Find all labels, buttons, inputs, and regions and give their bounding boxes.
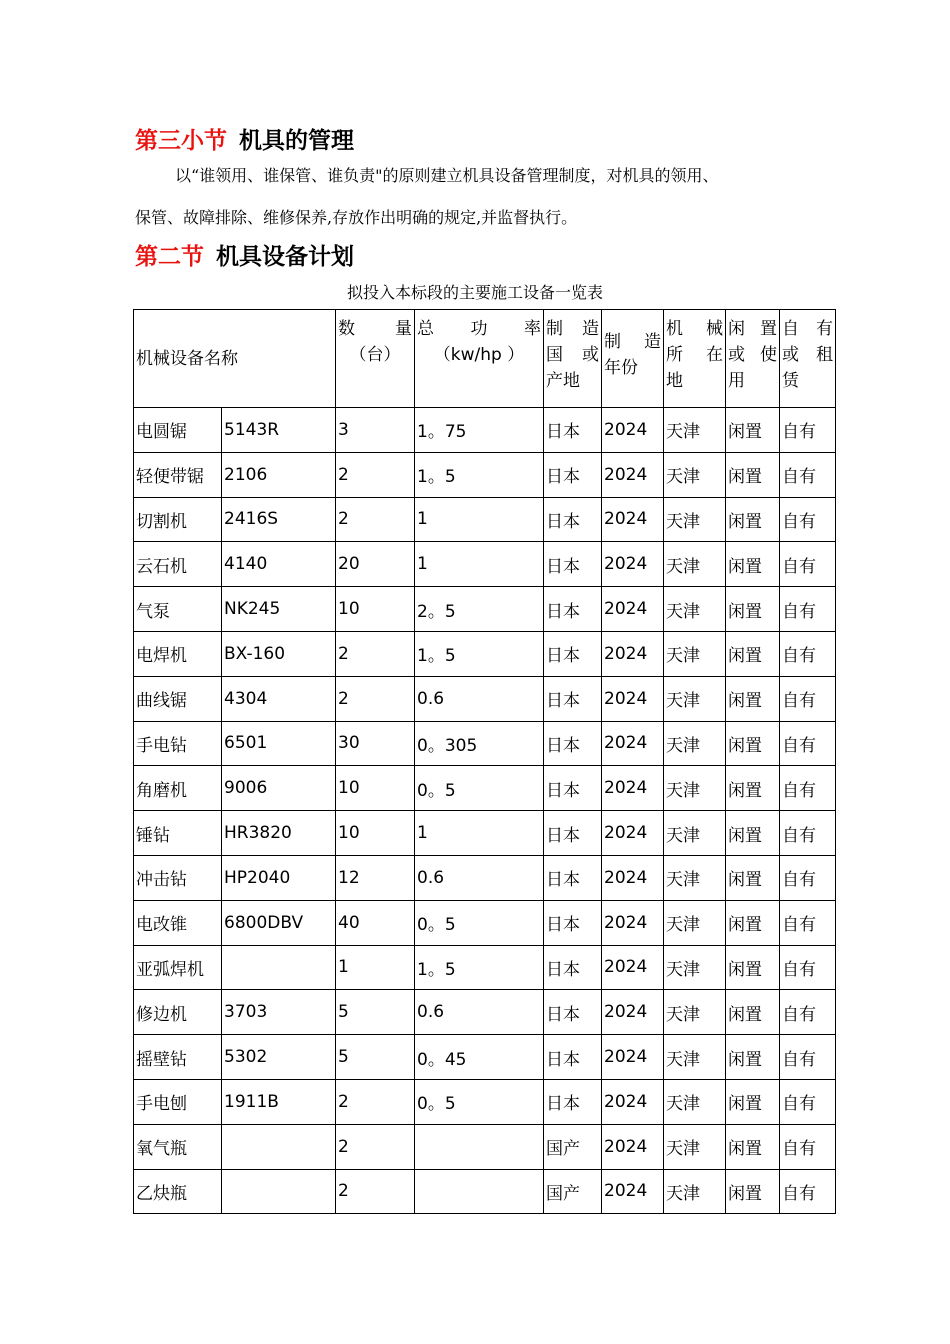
cell-origin: 日本 [544,766,602,811]
cell-power: 0。45 [415,1035,544,1080]
table-row [134,408,836,453]
cell-power: 1。5 [415,452,544,497]
cell-status: 闲置 [726,1079,780,1124]
cell-quantity: 10 [336,587,415,632]
cell-equipment-name: 轻便带锯 [134,452,222,497]
cell-ownership: 自有 [780,1169,836,1214]
header-year: 制 造 年份 [602,310,664,408]
cell-power: 0.6 [415,676,544,721]
cell-status: 闲置 [726,676,780,721]
cell-quantity: 2 [336,1124,415,1169]
cell-origin: 日本 [544,587,602,632]
cell-status: 闲置 [726,766,780,811]
table-row [134,452,836,497]
cell-ownership: 自有 [780,945,836,990]
cell-year: 2024 [602,1169,664,1214]
cell-year: 2024 [602,721,664,766]
cell-ownership: 自有 [780,542,836,587]
cell-power: 0。5 [415,900,544,945]
cell-model: 9006 [222,766,336,811]
cell-location: 天津 [664,1169,726,1214]
cell-model: 6800DBV [222,900,336,945]
paragraph-line-1: 以“谁领用、谁保管、谁负责"的原则建立机具设备管理制度，对机具的领用、 [175,166,719,185]
header-quantity: 数 量 （台） [336,310,415,408]
cell-year: 2024 [602,900,664,945]
cell-ownership: 自有 [780,587,836,632]
cell-equipment-name: 角磨机 [134,766,222,811]
cell-year: 2024 [602,587,664,632]
cell-power: 0.6 [415,855,544,900]
cell-status: 闲置 [726,542,780,587]
cell-origin: 日本 [544,497,602,542]
cell-status: 闲置 [726,1169,780,1214]
header-status: 闲 置 或 使 用 [726,310,780,408]
section-title: 机具的管理 [239,128,354,154]
cell-location: 天津 [664,990,726,1035]
table-row [134,631,836,676]
cell-model: 5302 [222,1035,336,1080]
cell-year: 2024 [602,676,664,721]
cell-origin: 日本 [544,1079,602,1124]
cell-origin: 日本 [544,945,602,990]
cell-year: 2024 [602,542,664,587]
cell-equipment-name: 曲线锯 [134,676,222,721]
cell-equipment-name: 电改锥 [134,900,222,945]
cell-status: 闲置 [726,587,780,632]
cell-power: 1 [415,497,544,542]
cell-ownership: 自有 [780,497,836,542]
header-power: 总 功 率 （kw/hp ） [415,310,544,408]
cell-status: 闲置 [726,855,780,900]
cell-year: 2024 [602,855,664,900]
cell-quantity: 5 [336,1035,415,1080]
cell-model: BX-160 [222,631,336,676]
cell-origin: 国产 [544,1124,602,1169]
table-row [134,1169,836,1214]
cell-location: 天津 [664,408,726,453]
cell-year: 2024 [602,408,664,453]
cell-origin: 日本 [544,900,602,945]
cell-quantity: 2 [336,676,415,721]
cell-equipment-name: 切割机 [134,497,222,542]
table-body [134,408,836,1214]
cell-power [415,1124,544,1169]
cell-model: 5143R [222,408,336,453]
table-row [134,945,836,990]
cell-model: 4140 [222,542,336,587]
cell-year: 2024 [602,766,664,811]
cell-year: 2024 [602,1124,664,1169]
cell-quantity: 30 [336,721,415,766]
equipment-table [133,309,836,1214]
header-location: 机 械 所 在 地 [664,310,726,408]
table-row [134,676,836,721]
cell-origin: 日本 [544,676,602,721]
cell-quantity: 20 [336,542,415,587]
cell-status: 闲置 [726,497,780,542]
cell-equipment-name: 摇壁钻 [134,1035,222,1080]
cell-power [415,1169,544,1214]
cell-power: 0.6 [415,990,544,1035]
cell-power: 1。5 [415,945,544,990]
table-row [134,990,836,1035]
cell-power: 1。5 [415,631,544,676]
cell-power: 0。305 [415,721,544,766]
cell-model: HR3820 [222,811,336,856]
cell-model: 4304 [222,676,336,721]
table-row [134,900,836,945]
table-row [134,497,836,542]
paragraph-line-2: 保管、故障排除、维修保养,存放作出明确的规定,并监督执行。 [135,208,578,227]
cell-power: 1 [415,811,544,856]
cell-model: 2106 [222,452,336,497]
cell-ownership: 自有 [780,1035,836,1080]
section-number: 第二节 [135,244,204,270]
cell-power: 1。75 [415,408,544,453]
table-row [134,855,836,900]
cell-quantity: 2 [336,497,415,542]
cell-equipment-name: 电焊机 [134,631,222,676]
cell-equipment-name: 手电刨 [134,1079,222,1124]
cell-ownership: 自有 [780,1079,836,1124]
table-row [134,1079,836,1124]
cell-location: 天津 [664,855,726,900]
cell-status: 闲置 [726,945,780,990]
cell-ownership: 自有 [780,721,836,766]
cell-status: 闲置 [726,721,780,766]
cell-ownership: 自有 [780,990,836,1035]
cell-quantity: 10 [336,811,415,856]
cell-model [222,945,336,990]
cell-status: 闲置 [726,452,780,497]
cell-origin: 日本 [544,721,602,766]
cell-status: 闲置 [726,900,780,945]
cell-ownership: 自有 [780,631,836,676]
cell-quantity: 2 [336,452,415,497]
cell-equipment-name: 手电钻 [134,721,222,766]
cell-year: 2024 [602,497,664,542]
cell-year: 2024 [602,452,664,497]
section-heading-2 [135,238,354,271]
cell-status: 闲置 [726,631,780,676]
cell-year: 2024 [602,1079,664,1124]
cell-origin: 国产 [544,1169,602,1214]
table-row [134,1035,836,1080]
cell-origin: 日本 [544,1035,602,1080]
cell-ownership: 自有 [780,1124,836,1169]
cell-year: 2024 [602,1035,664,1080]
cell-location: 天津 [664,631,726,676]
section-number: 第三小节 [135,128,227,154]
cell-origin: 日本 [544,990,602,1035]
cell-equipment-name: 乙炔瓶 [134,1169,222,1214]
cell-location: 天津 [664,452,726,497]
cell-ownership: 自有 [780,811,836,856]
section-heading-1 [135,122,354,155]
cell-origin: 日本 [544,452,602,497]
cell-status: 闲置 [726,408,780,453]
cell-model: 1911B [222,1079,336,1124]
cell-power: 2。5 [415,587,544,632]
cell-location: 天津 [664,1079,726,1124]
header-name: 机械设备名称 [134,310,336,408]
table-caption: 拟投入本标段的主要施工设备一览表 [346,283,603,302]
cell-year: 2024 [602,945,664,990]
cell-origin: 日本 [544,542,602,587]
table-row [134,1124,836,1169]
header-origin: 制 造 国 或 产地 [544,310,602,408]
cell-ownership: 自有 [780,766,836,811]
cell-location: 天津 [664,676,726,721]
cell-quantity: 2 [336,631,415,676]
cell-status: 闲置 [726,811,780,856]
cell-model: NK245 [222,587,336,632]
cell-model [222,1124,336,1169]
cell-status: 闲置 [726,990,780,1035]
table-row [134,587,836,632]
cell-location: 天津 [664,1124,726,1169]
cell-power: 1 [415,542,544,587]
cell-equipment-name: 氧气瓶 [134,1124,222,1169]
table-header-row [134,310,836,408]
cell-model [222,1169,336,1214]
cell-equipment-name: 锤钻 [134,811,222,856]
cell-ownership: 自有 [780,855,836,900]
section-title: 机具设备计划 [216,244,354,270]
cell-status: 闲置 [726,1124,780,1169]
cell-equipment-name: 云石机 [134,542,222,587]
cell-ownership: 自有 [780,452,836,497]
cell-origin: 日本 [544,855,602,900]
cell-model: 6501 [222,721,336,766]
cell-quantity: 1 [336,945,415,990]
cell-location: 天津 [664,811,726,856]
cell-equipment-name: 气泵 [134,587,222,632]
cell-quantity: 2 [336,1079,415,1124]
cell-location: 天津 [664,945,726,990]
cell-quantity: 2 [336,1169,415,1214]
cell-ownership: 自有 [780,676,836,721]
cell-status: 闲置 [726,1035,780,1080]
table-row [134,721,836,766]
cell-year: 2024 [602,631,664,676]
cell-location: 天津 [664,587,726,632]
cell-model: HP2040 [222,855,336,900]
cell-year: 2024 [602,811,664,856]
cell-location: 天津 [664,766,726,811]
cell-quantity: 12 [336,855,415,900]
table-row [134,766,836,811]
cell-equipment-name: 电圆锯 [134,408,222,453]
cell-equipment-name: 冲击钻 [134,855,222,900]
header-ownership: 自 有 或 租 赁 [780,310,836,408]
table-row [134,811,836,856]
cell-model: 3703 [222,990,336,1035]
table-row [134,542,836,587]
cell-ownership: 自有 [780,900,836,945]
cell-model: 2416S [222,497,336,542]
cell-location: 天津 [664,542,726,587]
cell-location: 天津 [664,497,726,542]
cell-equipment-name: 修边机 [134,990,222,1035]
cell-ownership: 自有 [780,408,836,453]
cell-origin: 日本 [544,408,602,453]
cell-year: 2024 [602,990,664,1035]
cell-origin: 日本 [544,631,602,676]
cell-location: 天津 [664,721,726,766]
cell-location: 天津 [664,1035,726,1080]
cell-location: 天津 [664,900,726,945]
cell-quantity: 5 [336,990,415,1035]
cell-quantity: 40 [336,900,415,945]
cell-power: 0。5 [415,766,544,811]
cell-power: 0。5 [415,1079,544,1124]
cell-quantity: 3 [336,408,415,453]
cell-equipment-name: 亚弧焊机 [134,945,222,990]
cell-quantity: 10 [336,766,415,811]
cell-origin: 日本 [544,811,602,856]
